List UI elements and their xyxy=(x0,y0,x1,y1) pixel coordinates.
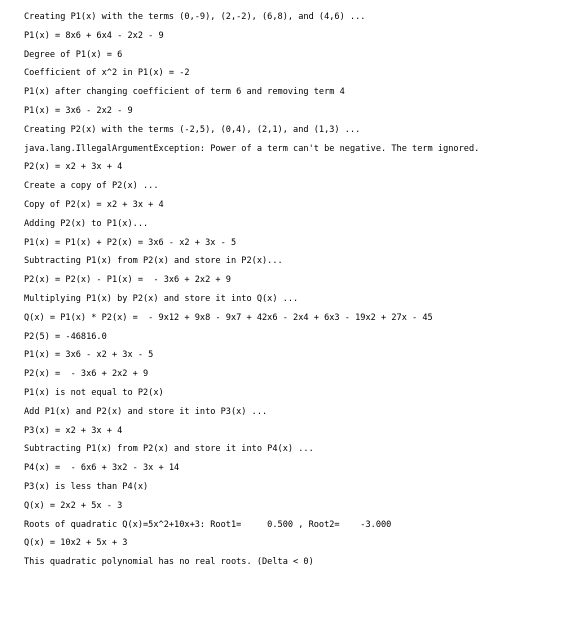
console-line: P3(x) = x2 + 3x + 4 xyxy=(24,425,123,436)
console-line: Roots of quadratic Q(x)=5x^2+10x+3: Root1= 0.500 , Root2= -3.000 xyxy=(24,519,392,530)
console-line: Adding P2(x) to P1(x)... xyxy=(24,218,149,229)
console-line: Subtracting P1(x) from P2(x) and store in P2(x)... xyxy=(24,256,283,267)
console-line: Create a copy of P2(x) ... xyxy=(24,181,159,192)
console-line: Degree of P1(x) = 6 xyxy=(24,49,123,60)
console-line: Subtracting P1(x) from P2(x) and store it into P4(x) ... xyxy=(24,444,314,455)
console-line: Q(x) = 2x2 + 5x - 3 xyxy=(24,500,123,511)
console-line: P1(x) = 8x6 + 6x4 - 2x2 - 9 xyxy=(24,30,164,41)
console-line: Creating P2(x) with the terms (-2,5), (0,4), (2,1), and (1,3) ... xyxy=(24,124,361,135)
console-line: P2(x) = x2 + 3x + 4 xyxy=(24,162,123,173)
console-line: Multiplying P1(x) by P2(x) and store it into Q(x) ... xyxy=(24,293,299,304)
console-line: P1(x) = 3x6 - 2x2 - 9 xyxy=(24,105,133,116)
console-line: java.lang.IllegalArgumentException: Power of a term can't be negative. The term ignored. xyxy=(24,143,480,154)
console-line: P1(x) = P1(x) + P2(x) = 3x6 - x2 + 3x - 5 xyxy=(24,237,237,248)
console-line: P2(5) = -46816.0 xyxy=(24,331,107,342)
console-output xyxy=(24,11,559,575)
console-line: Q(x) = P1(x) * P2(x) = - 9x12 + 9x8 - 9x7 + 42x6 - 2x4 + 6x3 - 19x2 + 27x - 45 xyxy=(24,312,433,323)
console-line: Copy of P2(x) = x2 + 3x + 4 xyxy=(24,199,164,210)
console-line: P3(x) is less than P4(x) xyxy=(24,481,149,492)
console-line: Coefficient of x^2 in P1(x) = -2 xyxy=(24,68,190,79)
console-line: Q(x) = 10x2 + 5x + 3 xyxy=(24,538,128,549)
console-line: P1(x) = 3x6 - x2 + 3x - 5 xyxy=(24,350,154,361)
console-line: This quadratic polynomial has no real roots. (Delta < 0) xyxy=(24,557,314,568)
console-line: P2(x) = P2(x) - P1(x) = - 3x6 + 2x2 + 9 xyxy=(24,275,231,286)
console-line: Add P1(x) and P2(x) and store it into P3(x) ... xyxy=(24,406,268,417)
console-line: Creating P1(x) with the terms (0,-9), (2,-2), (6,8), and (4,6) ... xyxy=(24,12,366,22)
console-line: P1(x) is not equal to P2(x) xyxy=(24,387,164,398)
console-line: P2(x) = - 3x6 + 2x2 + 9 xyxy=(24,369,149,380)
console-line: P1(x) after changing coefficient of term 6 and removing term 4 xyxy=(24,87,345,98)
console-line: P4(x) = - 6x6 + 3x2 - 3x + 14 xyxy=(24,463,180,474)
